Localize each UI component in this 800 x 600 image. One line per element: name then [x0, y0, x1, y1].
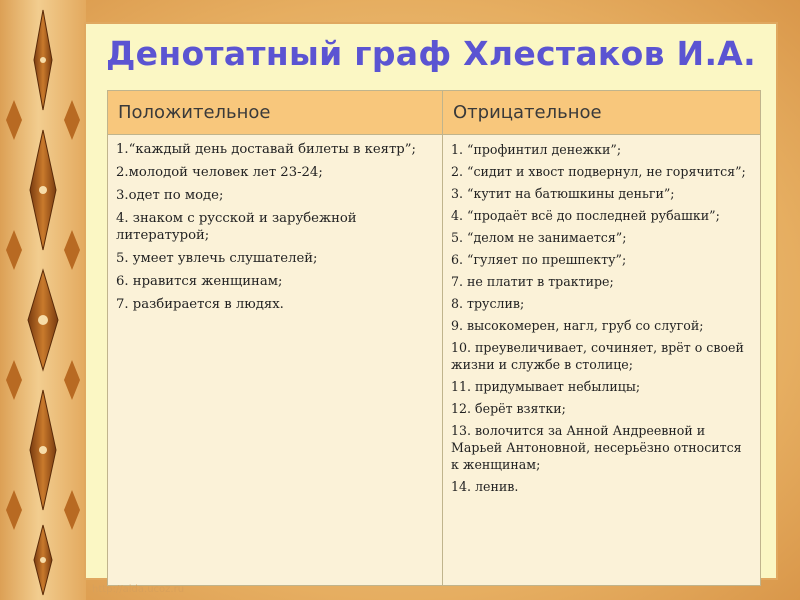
negative-list [451, 141, 752, 495]
list-item: 7. разбирается в людях. [116, 297, 284, 312]
list-item: 5. “делом не занимается”; [451, 230, 627, 245]
list-item: 2.молодой человек лет 23-24; [116, 165, 323, 180]
left-ornament-strip [0, 0, 86, 600]
list-item: 10. преувеличивает, сочиняет, врёт о своей жизни и службе в столице; [451, 340, 744, 372]
list-item: 8. труслив; [451, 296, 525, 311]
list-item: 4. знаком с русской и зарубежной литературой; [116, 211, 357, 243]
list-item: 6. “гуляет по прешпекту”; [451, 252, 627, 267]
ornament-pattern-icon [0, 0, 86, 600]
list-item: 3.одет по моде; [116, 188, 224, 203]
header-positive: Положительное [108, 91, 443, 135]
positive-cell [108, 135, 443, 586]
list-item: 9. высокомерен, нагл, груб со слугой; [451, 318, 704, 333]
negative-cell [443, 135, 761, 586]
list-item: 1.“каждый день доставай билеты в кеятр”; [116, 142, 416, 157]
denotative-graph-table [107, 90, 761, 586]
table-header-row [108, 91, 761, 135]
list-item: 7. не платит в трактире; [451, 274, 614, 289]
list-item: 4. “продаёт всё до последней рубашки”; [451, 208, 720, 223]
list-item: 14. ленив. [451, 479, 519, 494]
slide-title: Денотатный граф Хлестаков И.А. [105, 34, 756, 73]
list-item: 13. волочится за Анной Андреевной и Марьей Антоновной, несерьёзно относится к женщинам; [451, 423, 742, 472]
list-item: 6. нравится женщинам; [116, 274, 283, 289]
watermark: http://aida.ucoz.ru [92, 584, 185, 595]
header-negative: Отрицательное [443, 91, 761, 135]
list-item: 12. берёт взятки; [451, 401, 566, 416]
list-item: 2. “сидит и хвост подвернул, не горячится”; [451, 164, 746, 179]
list-item: 1. “профинтил денежки”; [451, 142, 622, 157]
list-item: 5. умеет увлечь слушателей; [116, 251, 318, 266]
table-row [108, 135, 761, 586]
list-item: 3. “кутит на батюшкины деньги”; [451, 186, 675, 201]
list-item: 11. придумывает небылицы; [451, 379, 641, 394]
positive-list [116, 141, 434, 313]
